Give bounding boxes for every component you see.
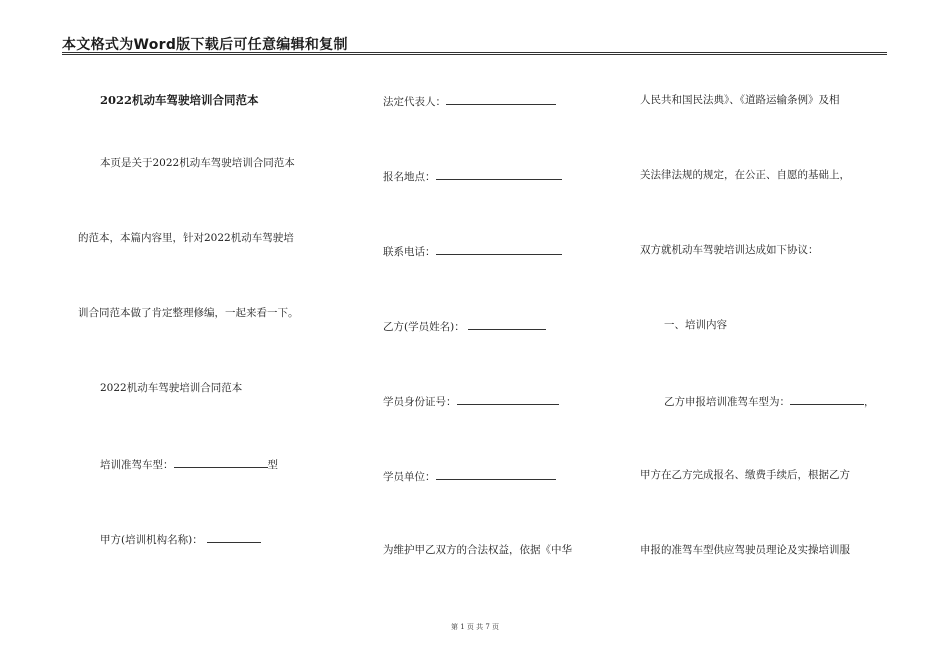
header-rule-secondary (62, 54, 887, 55)
unit-label: 学员单位： (383, 471, 436, 483)
intro-line-2: 的范本，本篇内容里，针对2022机动车驾驶培 (78, 232, 294, 244)
page-number: 第 1 页 共 7 页 (450, 623, 500, 631)
car-type-line (100, 456, 278, 472)
reg-place-line (383, 168, 562, 184)
car-type-label: 培训准驾车型： (100, 459, 174, 471)
car-type-blank (174, 456, 268, 468)
party-a-label: 甲方(培训机构名称)： (100, 534, 203, 546)
intro-line-3: 训合同范本做了肯定整理修编，一起来看一下。 (78, 307, 299, 319)
legal-rep-blank (446, 93, 556, 105)
legal-rep-line (383, 93, 556, 109)
document-header-title: 本文格式为Word版下载后可任意编辑和复制 (62, 37, 348, 53)
header-rule (62, 52, 887, 53)
unit-line (383, 468, 556, 484)
reg-place-blank (436, 168, 562, 180)
phone-line (383, 243, 562, 259)
reg-place-label: 报名地点： (383, 171, 436, 183)
body-line-1: 为维护甲乙双方的合法权益，依据《中华 (383, 544, 572, 556)
unit-blank (436, 468, 556, 480)
right-line-6: 申报的准驾车型供应驾驶员理论及实操培训服 (640, 544, 850, 556)
car-type-declared-suffix: ， (864, 396, 875, 408)
party-a-blank (207, 531, 261, 543)
party-b-blank (468, 318, 546, 330)
right-line-1: 人民共和国民法典》、《道路运输条例》及相 (640, 94, 840, 106)
intro-line-1: 本页是关于2022机动车驾驶培训合同范本 (100, 157, 295, 169)
id-label: 学员身份证号： (383, 396, 457, 408)
section-heading-1: 一、培训内容 (664, 319, 727, 331)
phone-blank (436, 243, 562, 255)
car-type-declared-line (664, 393, 875, 409)
phone-label: 联系电话： (383, 246, 436, 258)
party-b-label: 乙方(学员姓名)： (383, 321, 465, 333)
contract-subtitle: 2022机动车驾驶培训合同范本 (100, 382, 243, 394)
car-type-declared-blank (790, 393, 864, 405)
car-type-suffix: 型 (267, 459, 278, 471)
car-type-declared-label: 乙方申报培训准驾车型为： (664, 396, 790, 408)
party-a-line (100, 531, 261, 547)
legal-rep-label: 法定代表人： (383, 96, 446, 108)
right-line-5: 甲方在乙方完成报名、缴费手续后，根据乙方 (640, 469, 850, 481)
right-line-3: 双方就机动车驾驶培训达成如下协议： (640, 244, 819, 256)
id-blank (457, 393, 559, 405)
id-line (383, 393, 559, 409)
party-b-line (383, 318, 546, 334)
contract-title: 2022机动车驾驶培训合同范本 (100, 93, 259, 107)
right-line-2: 关法律法规的规定，在公正、自愿的基础上， (640, 169, 850, 181)
